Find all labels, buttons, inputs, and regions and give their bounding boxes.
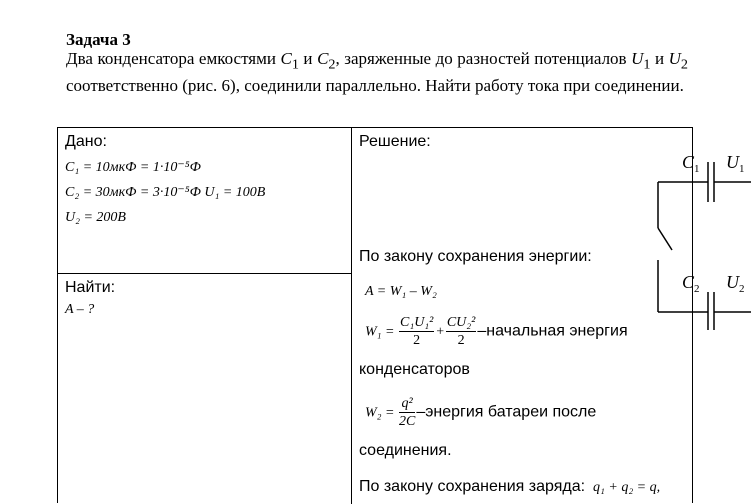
charge-law-text: По закону сохранения заряда:	[359, 478, 586, 495]
w1-text-continued: конденсаторов	[359, 361, 470, 378]
given-line-1: C₁ = 10мкФ = 1·10⁻⁵Ф	[65, 160, 201, 175]
find-value: A – ?	[65, 302, 95, 317]
solution-label: Решение:	[359, 133, 431, 150]
circuit-c2-label: $C_2$	[682, 272, 700, 295]
table-divider-vertical	[351, 128, 352, 504]
equation-charge: q₁ + q₂ = q,	[593, 480, 661, 495]
solution-table	[57, 127, 693, 503]
table-divider-horizontal	[58, 273, 351, 274]
energy-law-text: По закону сохранения энергии:	[359, 248, 592, 265]
equation-w1: W₁ = $\frac{\text{C₁U₁²}}{2}$ + $\frac{\text{CU₂²}}{2}$ –начальная энергия	[365, 315, 628, 348]
problem-title: Задача 3	[66, 30, 131, 49]
w2-text-continued: соединения.	[359, 442, 452, 459]
given-line-3: U₂ = 200B	[65, 210, 126, 225]
equation-w2: W₂ = $\frac{\text{q²}}{2C}$ –энергия батареи после	[365, 396, 597, 429]
given-line-2: C₂ = 30мкФ = 3·10⁻⁵Ф U₁ = 100B	[65, 185, 266, 200]
circuit-diagram	[650, 140, 751, 330]
find-label: Найти:	[65, 279, 116, 296]
circuit-u2-label: $U_2$	[726, 272, 745, 295]
given-label: Дано:	[65, 133, 107, 150]
problem-statement: Два конденсатора емкостями $C_1$ и $C_2$, заряженные до разностей потенциалов $U_1$ и $U_2$ соответственно (рис. 6), соединили параллельно. Найти работу тока при соединении.	[66, 49, 688, 96]
circuit-c1-label: $C_1$	[682, 152, 700, 175]
circuit-u1-label: $U_1$	[726, 152, 745, 175]
equation-work: A = W₁ – W₂	[365, 284, 437, 299]
